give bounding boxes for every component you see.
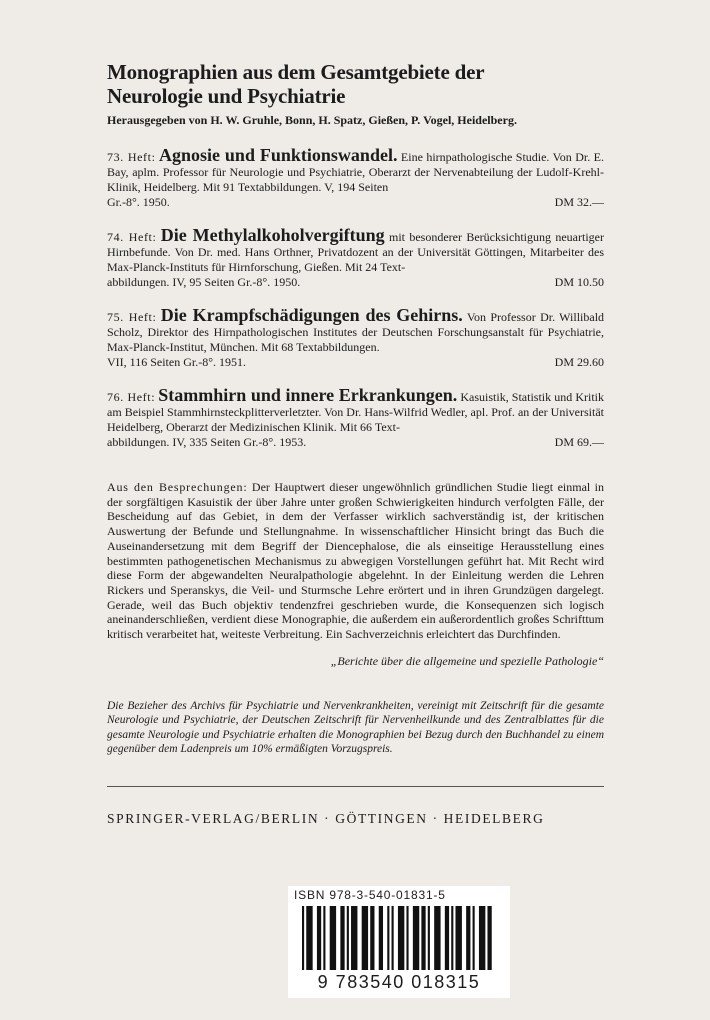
volume-tail: abbildungen. IV, 95 Seiten Gr.-8°. 1950. [107, 275, 301, 289]
volume-tail: VII, 116 Seiten Gr.-8°. 1951. [107, 355, 247, 369]
barcode-bar [351, 906, 357, 970]
barcode-bar [306, 906, 312, 970]
back-cover [107, 60, 604, 827]
barcode-bar [330, 906, 336, 970]
volume-price: DM 32.— [554, 195, 604, 209]
barcode-bar [347, 906, 349, 970]
barcode-bar [487, 906, 491, 970]
isbn-text: ISBN 978-3-540-01831-5 [294, 888, 446, 902]
subscriber-note: Die Bezieher des Archivs für Psychiatrie und Nervenkrankheiten, vereinigt mit Zeitschrift für die gesamte Neurologie und Psychiatrie, der Deutschen Zeitschrift für Nervenheilkunde und des Zentralblattes für die gesamte Neurologie und Psychiatrie erhalten die Monographien bei Bezug durch den Buchhandel zu einem gegenüber dem Ladenpreis um 10% ermäßigten Vorzugspreis. [107, 699, 604, 755]
barcode-bar [370, 906, 374, 970]
volume-price: DM 29.60 [554, 355, 604, 369]
publisher-line: SPRINGER-VERLAG/BERLIN · GÖTTINGEN · HEIDELBERG [107, 811, 545, 827]
heft-number: 73. Heft: [107, 150, 156, 164]
heft-number: 76. Heft: [107, 390, 156, 404]
volume-title: Die Krampfschädigungen des Gehirns. [160, 305, 463, 325]
volume-tail: Gr.-8°. 1950. [107, 195, 170, 209]
barcode-bar [451, 906, 453, 970]
volume-entry-75 [107, 305, 605, 370]
barcode-bar [392, 906, 394, 970]
series-title-line1: Monographien aus dem Gesamtgebiete der [107, 60, 485, 84]
volume-subtitle: Eine hirnpathologische Studie. [400, 150, 550, 164]
volume-tail: abbildungen. IV, 335 Seiten Gr.-8°. 1953. [107, 435, 307, 449]
volume-title: Die Methylalkoholvergiftung [160, 225, 385, 245]
volume-body: Dr. Willibald Scholz, Direktor des Hirnpathologischen Institutes der Deutschen Forschungsanstalt für Psychiatrie, Max-Planck-Institut, München. Mit 68 Textabbildungen. [107, 310, 605, 354]
barcode-bar [466, 906, 470, 970]
barcode-bar [398, 906, 404, 970]
editors-prefix: Herausgegeben von [107, 113, 208, 127]
volume-entry-76 [107, 385, 605, 450]
barcode-bar [317, 906, 321, 970]
review-text: Der Hauptwert dieser ungewöhnlich gründlichen Studie liegt einmal in der sorgfältigen Kasuistik der über Jahre unter großen Schwierigkeiten hindurch verfolgten Fälle, der Bescheidung auf das Gebiet, in dem der Verfasser wirklich sachverständig ist, der kritischen Auswertung der Befunde und Stellungnahme. In wissenschaftlicher Hinsicht bringt das Buch die Auseinandersetzung mit dem Begriff der Diencephalose, die als einseitige Herausstellung eines bestimmten pathogenetischen Mechanismus zu abwegigen Vorstellungen geführt hat. Mit Recht wird diese Form der abgewandelten Neuralpathologie abgelehnt. In der Einleitung werden die Lehren Rickers und Speranskys, die Veil- und Sturmsche Lehre erörtert und in ihren Grundzügen dargelegt. Gerade, weil das Buch objektiv tendenzfrei geschrieben wurde, die Konsequenzen sich logisch aneinanderschließen, verdient diese Monographie, die außerdem ein außerordentlich großes Schrifttum kritisch verarbeitet hat, weiteste Verbreitung. Ein Sachverzeichnis erleichtert das Durchfinden. [107, 480, 605, 642]
review-source: „Berichte über die allgemeine und spezielle Pathologie“ [330, 653, 604, 668]
volume-title: Agnosie und Funktionswandel. [158, 145, 398, 165]
barcode-bar [434, 906, 440, 970]
volume-entry-73 [107, 145, 605, 210]
volume-list [107, 145, 605, 450]
volume-title: Stammhirn und innere Erkrankungen. [158, 385, 458, 405]
series-title [107, 60, 604, 108]
barcode-bar [421, 906, 425, 970]
barcode-bar [379, 906, 383, 970]
volume-entry-74 [107, 225, 604, 290]
barcode-bar [406, 906, 408, 970]
barcode-bar [413, 906, 419, 970]
volume-subtitle: Von Professor [466, 310, 536, 324]
barcode-bar [479, 906, 485, 970]
barcode-bar [428, 906, 430, 970]
review-lead: Aus den Besprechungen: [107, 480, 248, 494]
volume-subtitle: Kasuistik, Statistik [460, 390, 552, 404]
volume-price: DM 69.— [554, 435, 604, 449]
barcode-bar [473, 906, 475, 970]
review-paragraph [107, 480, 604, 642]
volume-body: und Kritik am Beispiel Stammhirnsteckplitterverletzter. Von Dr. Hans-Wilfrid Wedler, apl. Prof. an der Universität Heidelberg, Oberarzt der Medizinischen Klinik. Mit 66 Text- [107, 390, 605, 434]
editors-line [107, 113, 604, 128]
editors-names: H. W. Gruhle, Bonn, H. Spatz, Gießen, P. Vogel, Heidelberg. [210, 113, 517, 127]
barcode-bar [455, 906, 461, 970]
barcode-bars [302, 906, 496, 970]
volume-body: neuartiger Hirnbefunde. Von Dr. med. Hans Orthner, Privatdozent an der Universität Göttingen, Mitarbeiter des Max-Planck-Instituts für Hirnforschung, Gießen. Mit 24 Text- [107, 230, 604, 274]
barcode-bar [302, 906, 304, 970]
barcode-bar [445, 906, 449, 970]
divider [107, 786, 604, 787]
barcode-bar [387, 906, 389, 970]
barcode-bar [323, 906, 325, 970]
volume-subtitle: mit besonderer Berücksichtigung [388, 230, 551, 244]
heft-number: 75. Heft: [107, 310, 157, 324]
barcode-bar [340, 906, 344, 970]
volume-price: DM 10.50 [554, 275, 604, 289]
volume-body: Von Dr. E. Bay, aplm. Professor für Neurologie und Psychiatrie, Oberarzt der Nervenabteilung der Ludolf-Krehl-Klinik, Heidelberg. Mit 91 Textabbildungen. V, 194 Seiten [107, 150, 605, 194]
heft-number: 74. Heft: [107, 230, 157, 244]
ean-number: 9 783540 018315 [317, 972, 481, 992]
series-title-line2: Neurologie und Psychiatrie [107, 84, 346, 108]
barcode-block [288, 886, 510, 998]
barcode-bar [362, 906, 368, 970]
